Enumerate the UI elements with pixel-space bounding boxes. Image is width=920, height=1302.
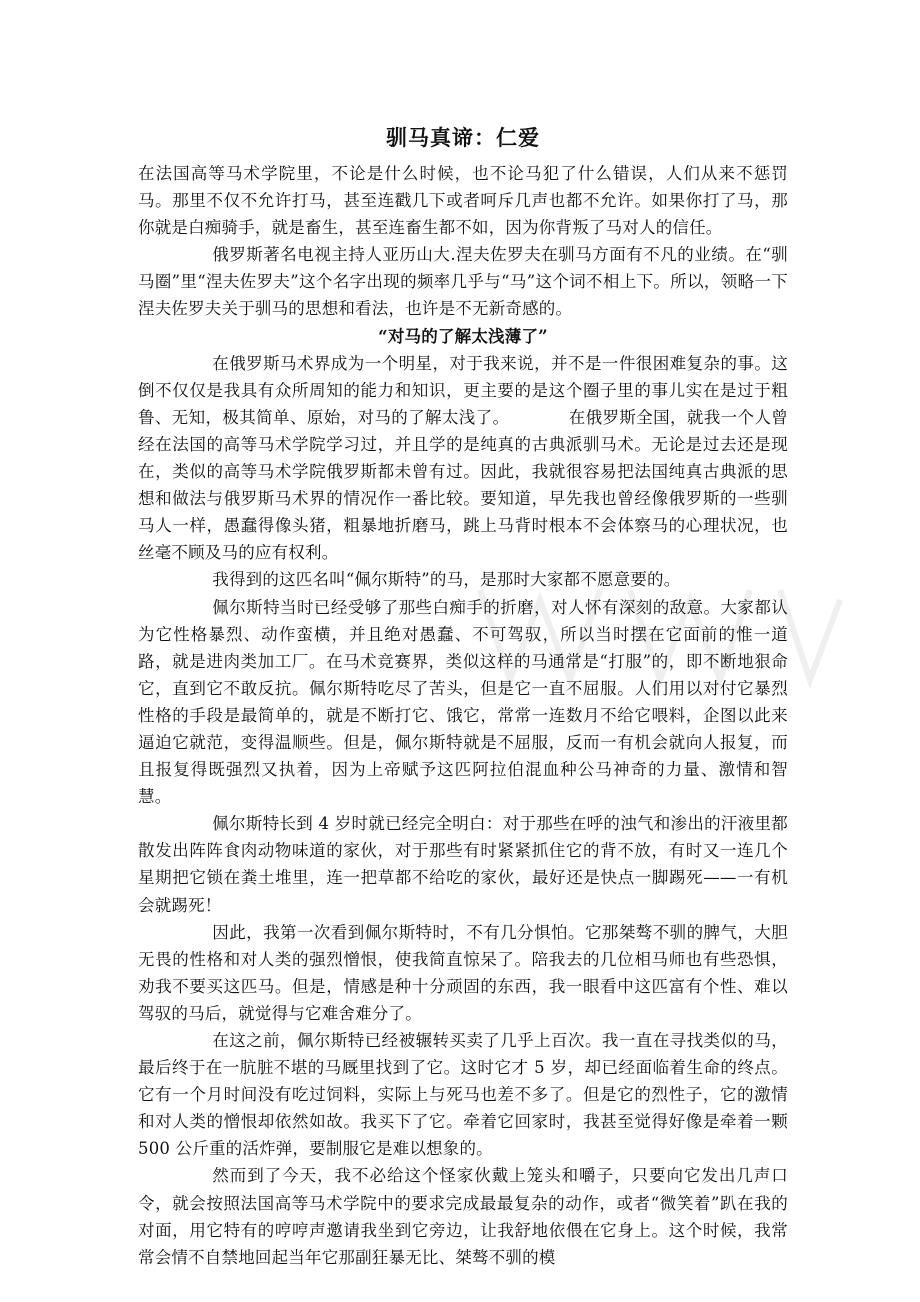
paragraph: 在俄罗斯马术界成为一个明星，对于我来说，并不是一件很困难复杂的事。这倒不仅仅是我具有众所周知的能力和知识，更主要的是这个圈子里的事儿实在是过于粗鲁、无知，极其简单、原始，对马的了解太浅了。 在俄罗斯全国，就我一个人曾经在法国的高等马术学院学习过，并且学的是纯真的古典派驯马术。无论是过去还是现在，类似的高等马术学院俄罗斯都未曾有过。因此，我就很容易把法国纯真古典派的思想和做法与俄罗斯马术界的情况作一番比较。要知道，早先我也曾经像俄罗斯的一些驯马人一样，愚蠢得像头猪，粗暴地折磨马，跳上马背时根本不会体察马的心理状况，也丝毫不顾及马的应有权利。 xyxy=(138,353,788,563)
document-page xyxy=(138,116,788,1271)
paragraph: 我得到的这匹名叫“佩尔斯特”的马，是那时大家都不愿意要的。 xyxy=(212,570,681,590)
paragraph: 然而到了今天，我不必给这个怪家伙戴上笼头和嚼子，只要向它发出几声口令，就会按照法国高等马术学院中的要求完成最最复杂的动作，或者“微笑着”趴在我的对面，用它特有的哼哼声邀请我坐到它旁边，让我舒地依偎在它身上。这个时候，我常常会情不自禁地回起当年它那副狂暴无比、桀骜不驯的模 xyxy=(138,1166,788,1267)
paragraph: 因此，我第一次看到佩尔斯特时，不有几分惧怕。它那桀骜不驯的脾气，大胆无畏的性格和对人类的强烈憎恨，使我简直惊呆了。陪我去的几位相马师也有些恐惧，劝我不要买这匹马。但是，情感是种十分顽固的东西，我一眼看中这匹富有个性、难以驾驭的马后，就觉得与它难舍难分了。 xyxy=(138,922,788,1023)
paragraph: 俄罗斯著名电视主持人亚历山大.涅夫佐罗夫在驯马方面有不凡的业绩。在“驯马圈”里“涅夫佐罗夫”这个名字出现的频率几乎与“马”这个词不相上下。所以，领略一下涅夫佐罗夫关于驯马的思想和看法，也许是不无新奇感的。 xyxy=(138,245,788,319)
paragraph: 佩尔斯特长到 4 岁时就已经完全明白：对于那些在呼的浊气和渗出的汗液里都散发出阵阵食肉动物味道的家伙，对于那些有时紧紧抓住它的背不放，有时又一连几个星期把它锁在粪土堆里，连一把草都不给吃的家伙，最好还是快点一脚踢死——一有机会就踢死！ xyxy=(138,814,788,915)
paragraph: 在法国高等马术学院里，不论是什么时候，也不论马犯了什么错误，人们从来不惩罚马。那里不仅不允许打马，甚至连戳几下或者呵斥几声也都不允许。如果你打了马，那你就是白痴骑手，就是畜生，甚至连畜生都不如，因为你背叛了马对人的信任。 xyxy=(138,164,788,238)
section-subtitle: “对马的了解太浅薄了” xyxy=(378,326,548,346)
paragraph: 佩尔斯特当时已经受够了那些白痴手的折磨，对人怀有深刻的敌意。大家都认为它性格暴烈、动作蛮横，并且绝对愚蠢、不可驾驭，所以当时摆在它面前的惟一道路，就是进肉类加工厂。在马术竞赛界，类似这样的马通常是“打服”的，即不断地狠命它，直到它不敢反抗。佩尔斯特吃尽了苦头，但是它一直不屈服。人们用以对付它暴烈性格的手段是最简单的，就是不断打它、饿它，常常一连数月不给它喂料，企图以此来逼迫它就范，变得温顺些。但是，佩尔斯特就是不屈服，反而一有机会就向人报复，而且报复得既强烈又执着，因为上帝赋予这匹阿拉伯混血种公马神奇的力量、激情和智慧。 xyxy=(138,597,788,807)
paragraph: 在这之前，佩尔斯特已经被辗转买卖了几乎上百次。我一直在寻找类似的马，最后终于在一肮脏不堪的马厩里找到了它。这时它才 5 岁，却已经面临着生命的终点。它有一个月时间没有吃过饲料，实际上与死马也差不多了。但是它的烈性子，它的激情和对人类的憎恨却依然如故。我买下了它。牵着它回家时，我甚至觉得好像是牵着一颗 500 公斤重的活炸弹，要制服它是难以想象的。 xyxy=(138,1031,788,1159)
document-title: 驯马真谛：仁爱 xyxy=(386,126,540,150)
